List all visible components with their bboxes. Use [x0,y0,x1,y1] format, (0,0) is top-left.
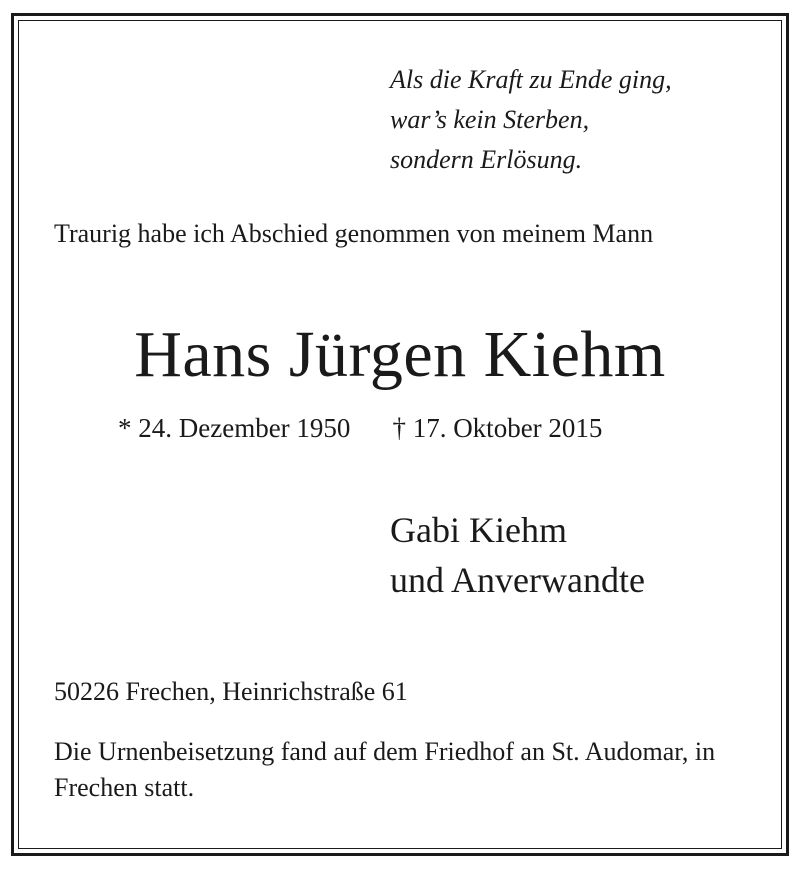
deceased-name: Hans Jürgen Kiehm [134,318,666,391]
mourner-name: Gabi Kiehm [390,510,567,550]
motto-line-2: war’s kein Sterben, [390,105,590,134]
mourners [390,505,645,605]
intro-text: Traurig habe ich Abschied genommen von meinem Mann [54,219,654,248]
motto-line-3: sondern Erlösung. [390,145,583,174]
motto-line-1: Als die Kraft zu Ende ging, [390,65,672,94]
motto-verse [390,60,672,180]
life-dates [118,410,602,446]
mourner-relatives: und Anverwandte [390,560,645,600]
burial-notice: Die Urnenbeisetzung fand auf dem Friedhof an St. Audomar, in Frechen statt. [54,737,716,802]
address: 50226 Frechen, Heinrichstraße 61 [54,677,408,706]
death-date: † 17. Oktober 2015 [392,413,603,443]
birth-date: * 24. Dezember 1950 [118,413,351,443]
